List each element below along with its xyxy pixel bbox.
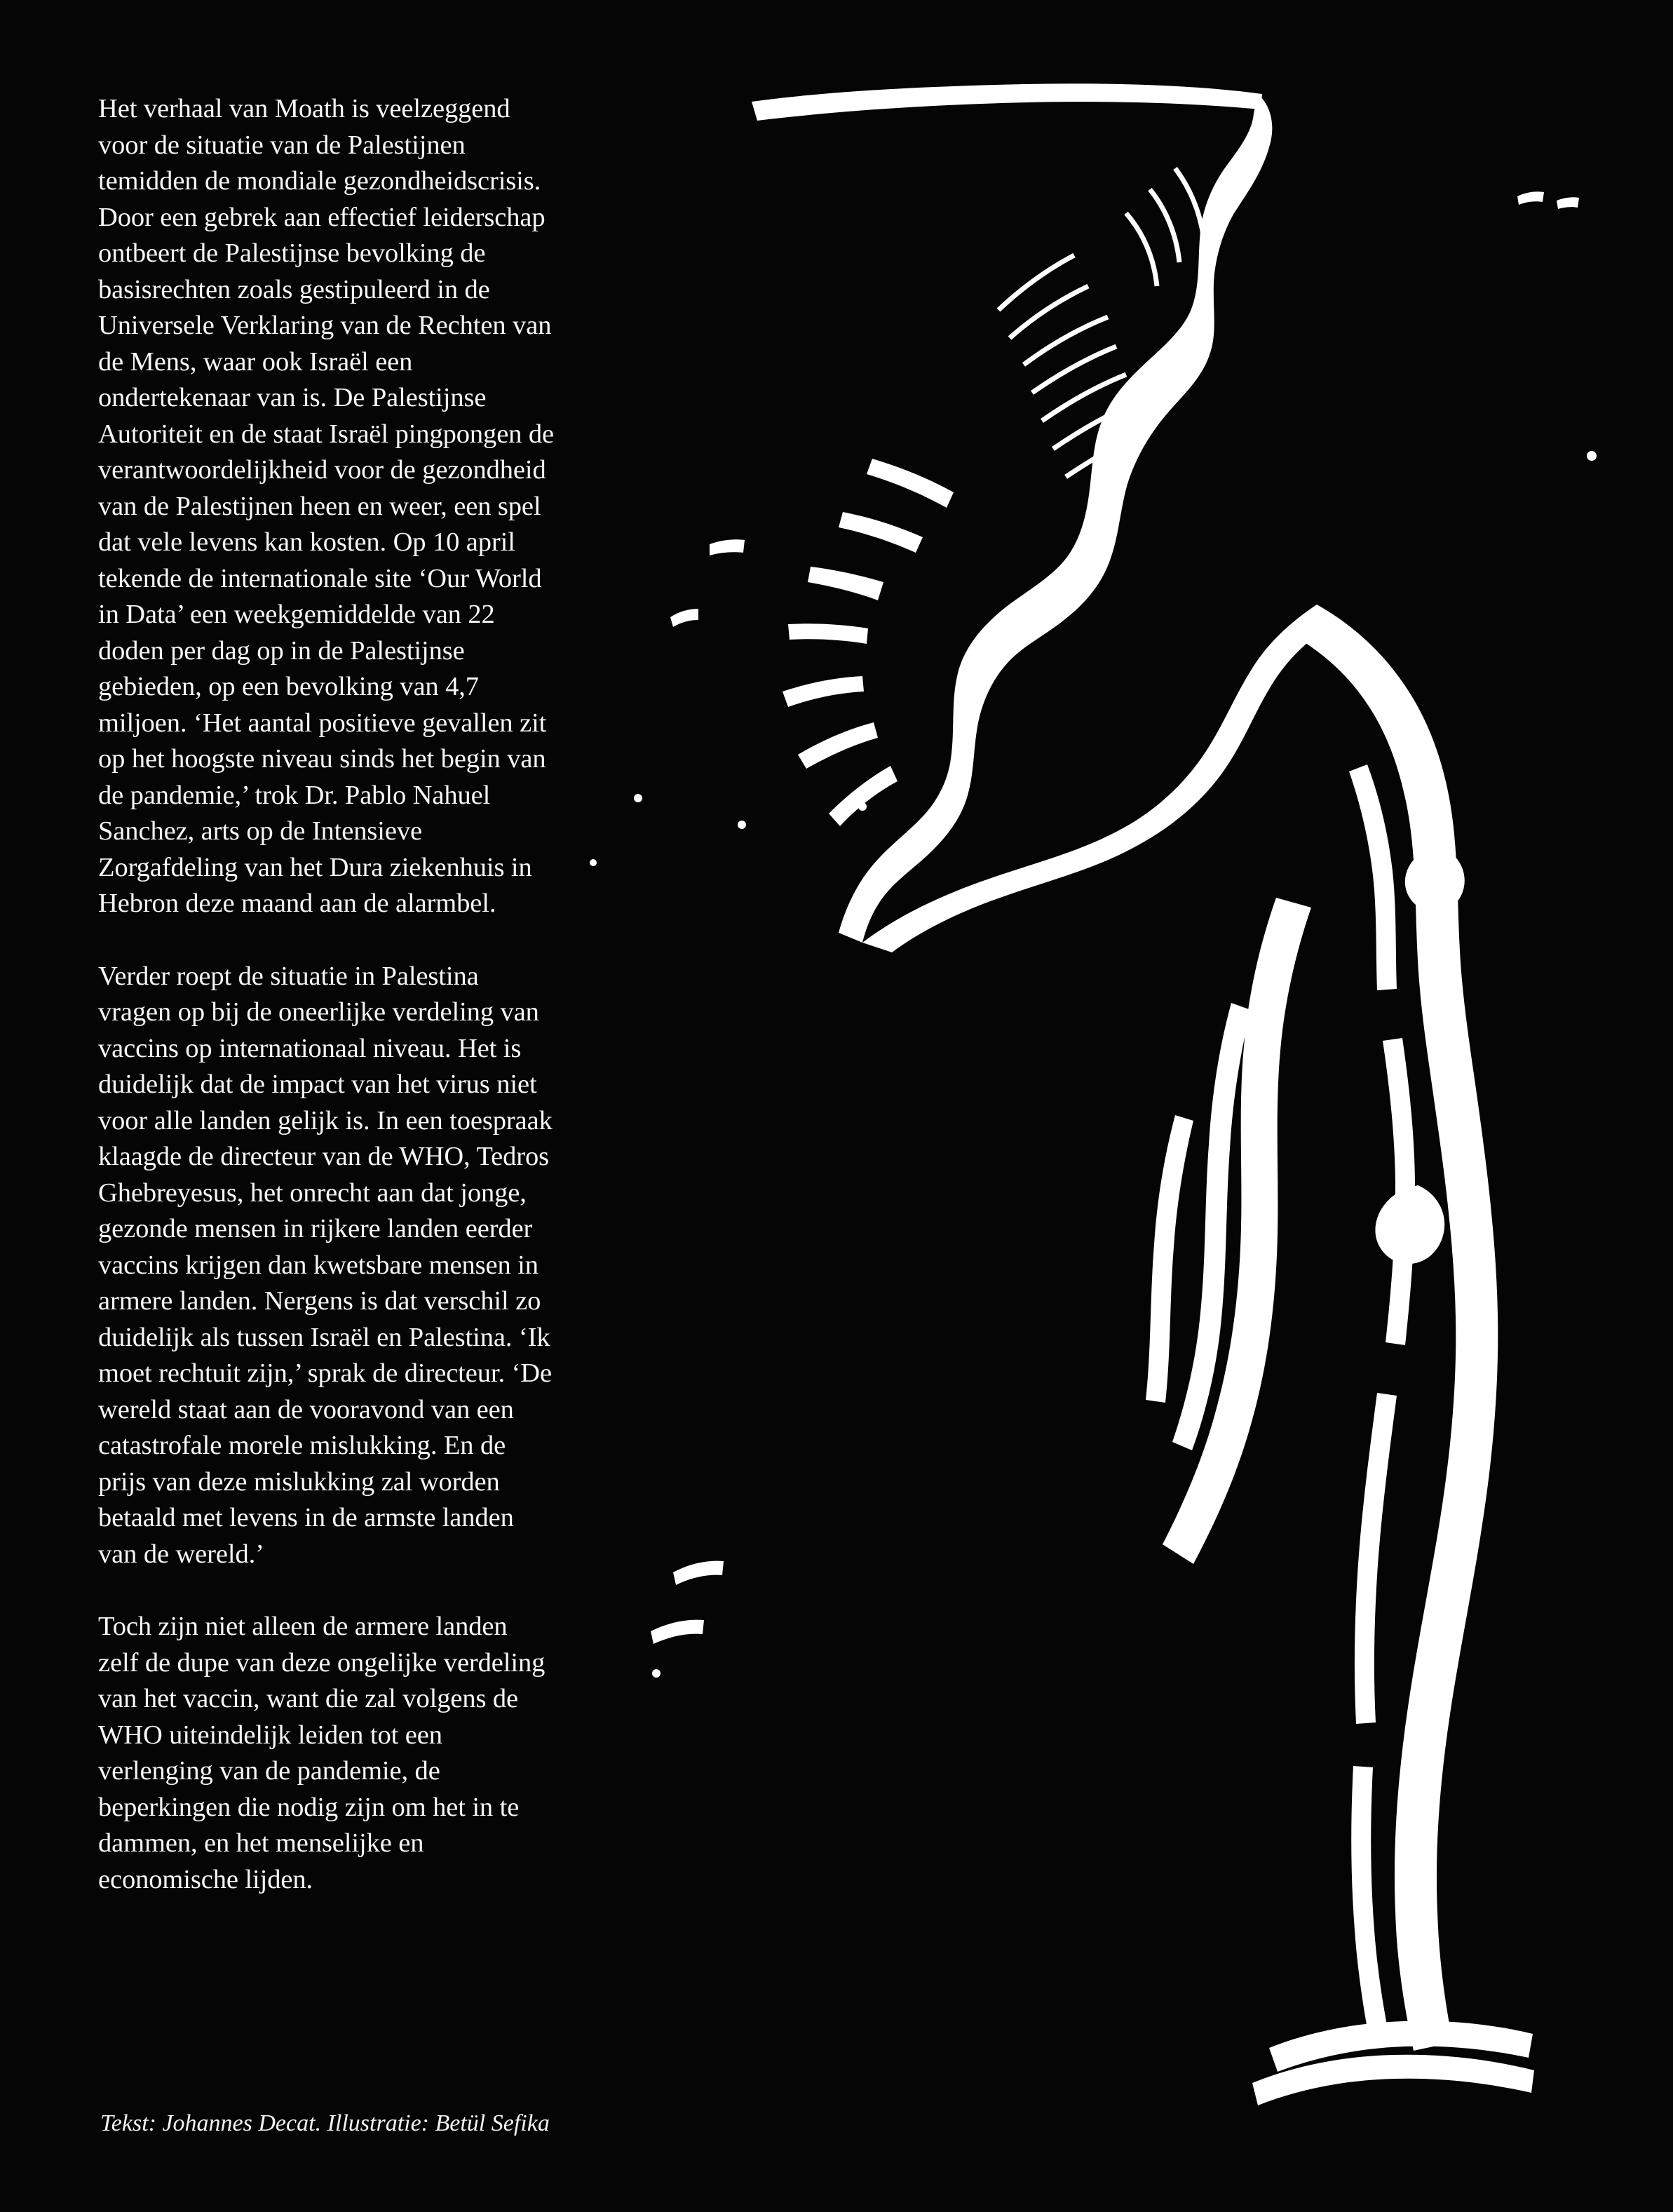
article-paragraph-3: Toch zijn niet alleen de armere landen zelf de dupe van deze ongelijke verdeling van het vaccin, want die zal volgens de WHO uiteindelijk leiden tot een verlenging van de pandemie, de beperkingen die nodig zijn om het in te dammen, en het menselijke en economische lijden.	[98, 1612, 546, 1894]
article-text-column	[98, 91, 554, 1898]
article-paragraph-2: Verder roept de situatie in Palestina vragen op bij de oneerlijke verdeling van vaccins op internationaal niveau. Het is duidelijk dat de impact van het virus niet voor alle landen gelijk is. In een toespraak klaagde de directeur van de WHO, Tedros Ghebreyesus, het onrecht aan dat jonge, gezonde mensen in rijkere landen eerder vaccins krijgen dan kwetsbare mensen in armere landen. Nergens is dat verschil zo duidelijk als tussen Israël en Palestina. ‘Ik moet rechtuit zijn,’ sprak de directeur. ‘De wereld staat aan de vooravond van een catastrofale morele mislukking. En de prijs van deze mislukking zal worden betaald met levens in de armste landen van de wereld.’	[98, 961, 553, 1569]
white-linocut-figure-illustration	[533, 63, 1627, 2139]
article-paragraph-1: Het verhaal van Moath is veelzeggend voor de situatie van de Palestijnen temidden de mondiale gezondheidscrisis. Door een gebrek aan effectief leiderschap ontbeert de Palestijnse bevolking de basisrechten zoals gestipuleerd in de Universele Verklaring van de Rechten van de Mens, waar ook Israël een ondertekenaar van is. De Palestijnse Autoriteit en de staat Israël pingpongen de verantwoordelijkheid voor de gezondheid van de Palestijnen heen en weer, een spel dat vele levens kan kosten. Op 10 april tekende de internationale site ‘Our World in Data’ een weekgemiddelde van 22 doden per dag op in de Palestijnse gebieden, op een bevolking van 4,7 miljoen. ‘Het aantal positieve gevallen zit op het hoogste niveau sinds het begin van de pandemie,’ trok Dr. Pablo Nahuel Sanchez, arts op de Intensieve Zorgafdeling van het Dura ziekenhuis in Hebron deze maand aan de alarmbel.	[98, 94, 554, 918]
credit-line: Tekst: Johannes Decat. Illustratie: Betül Sefika	[100, 2110, 550, 2136]
